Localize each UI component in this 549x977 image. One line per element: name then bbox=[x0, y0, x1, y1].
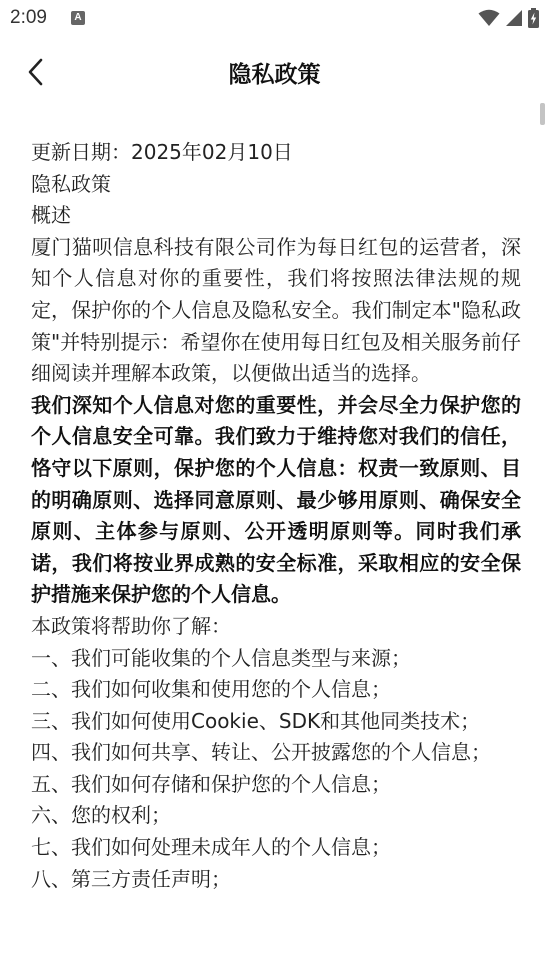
document-title: 隐私政策 bbox=[31, 171, 111, 196]
battery-charging-icon bbox=[528, 8, 539, 28]
status-icons bbox=[478, 8, 539, 28]
notification-icon: A bbox=[71, 11, 85, 25]
toc-item: 八、第三方责任声明； bbox=[31, 866, 231, 891]
toc-item: 三、我们如何使用Cookie、SDK和其他同类技术； bbox=[31, 708, 481, 733]
toc-item: 六、您的权利； bbox=[31, 803, 171, 828]
toc-item: 四、我们如何共享、转让、公开披露您的个人信息； bbox=[31, 740, 491, 765]
status-bar bbox=[0, 0, 549, 36]
status-time: 2:09 bbox=[10, 7, 47, 28]
policy-content[interactable] bbox=[31, 137, 521, 895]
cell-signal-icon bbox=[505, 9, 523, 27]
page-title: 隐私政策 bbox=[228, 62, 321, 88]
section-heading: 概述 bbox=[31, 203, 71, 228]
toc-item: 七、我们如何处理未成年人的个人信息； bbox=[31, 835, 391, 860]
toc-item: 五、我们如何存储和保护您的个人信息； bbox=[31, 771, 391, 796]
toc-intro: 本政策将帮助你了解： bbox=[31, 613, 231, 638]
intro-paragraph: 厦门猫呗信息科技有限公司作为每日红包的运营者，深知个人信息对你的重要性，我们将按照法律法规的规定，保护你的个人信息及隐私安全。我们制定本"隐私政策"并特别提示：希望你在使用每日红包及相关服务前仔细阅读并理解本政策，以便做出适当的选择。 bbox=[31, 234, 521, 386]
commitment-paragraph: 我们深知个人信息对您的重要性，并会尽全力保护您的个人信息安全可靠。我们致力于维持您对我们的信任，恪守以下原则，保护您的个人信息：权责一致原则、目的明确原则、选择同意原则、最少够用原则、确保安全原则、主体参与原则、公开透明原则等。同时我们承诺，我们将按业界成熟的安全标准，采取相应的安全保护措施来保护您的个人信息。 bbox=[31, 392, 521, 607]
app-bar bbox=[0, 36, 549, 106]
scrollbar-thumb[interactable] bbox=[540, 103, 545, 125]
toc-item: 二、我们如何收集和使用您的个人信息； bbox=[31, 677, 391, 702]
update-date: 更新日期：2025年02月10日 bbox=[31, 140, 293, 164]
toc-item: 一、我们可能收集的个人信息类型与来源； bbox=[31, 645, 411, 670]
wifi-icon bbox=[478, 9, 500, 27]
